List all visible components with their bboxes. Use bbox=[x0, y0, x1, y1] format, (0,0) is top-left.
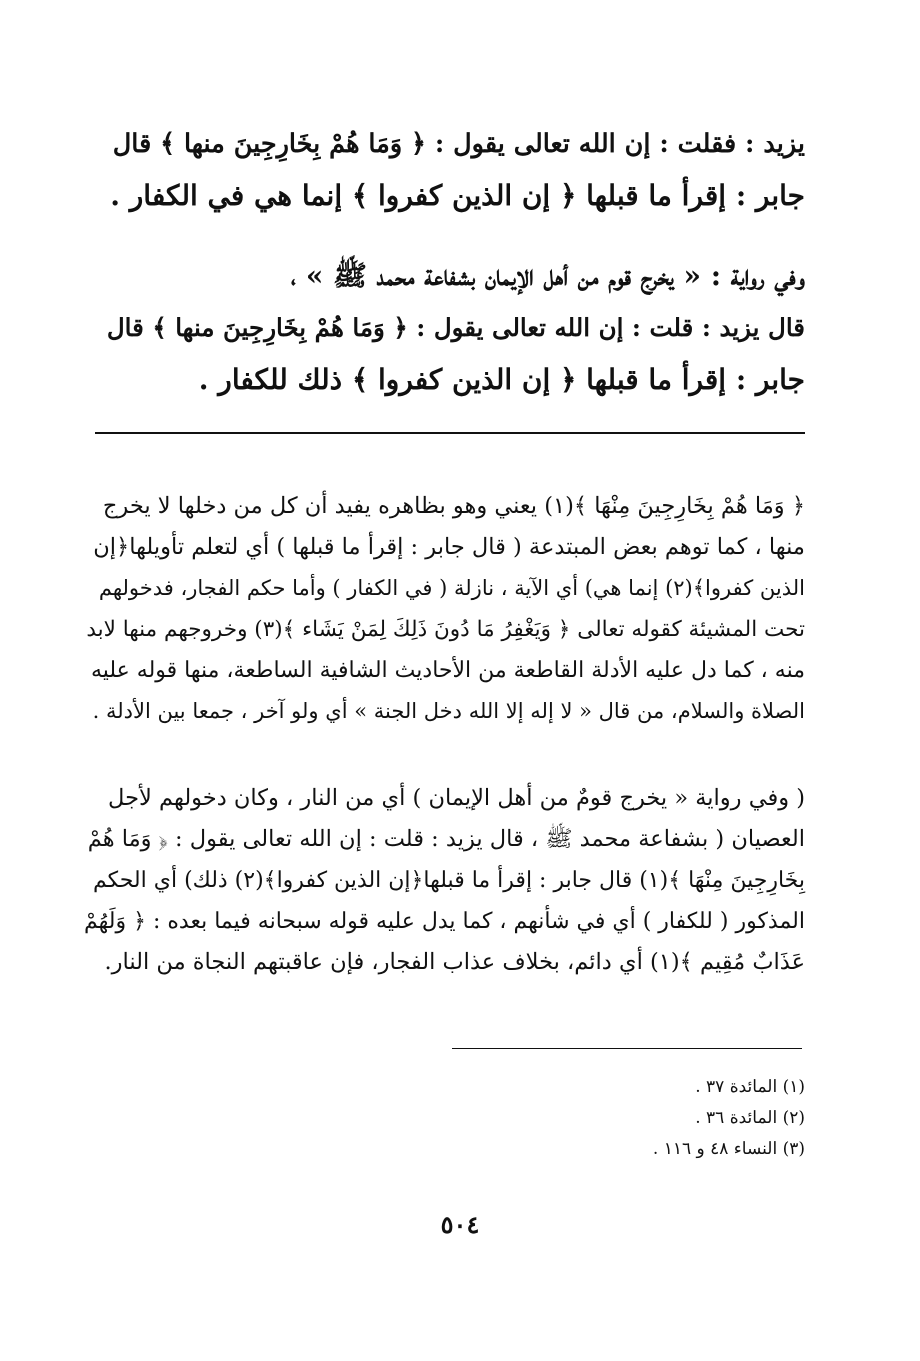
footnote: (٢) المائدة ٣٦ . bbox=[695, 1108, 805, 1128]
commentary-line: ( وفي رواية « يخرج قومٌ من أهل الإيمان ) أي من النار ، وكان دخولهم لأجل bbox=[108, 785, 805, 811]
footnote: (٣) النساء ٤٨ و ١١٦ . bbox=[652, 1139, 805, 1159]
commentary-line: العصيان ( بشفاعة محمد ﷺ ، قال يزيد : قلت : إن الله تعالى يقول : ﴿ وَمَا هُمْ bbox=[87, 826, 805, 852]
commentary-line: ﴿ وَمَا هُمْ بِخَارِجِينَ مِنْهَا ﴾(١) يعني وهو بظاهره يفيد أن كل من دخلها لا يخرج bbox=[102, 493, 805, 519]
commentary-line: الصلاة والسلام، من قال « لا إله إلا الله دخل الجنة » أي ولو آخر ، جمعا بين الأدلة . bbox=[92, 699, 805, 723]
commentary-line: بِخَارِجِينَ مِنْهَا ﴾(١) قال جابر : إقرأ ما قبلها﴿إن الذين كفروا﴾(٢) ذلك) أي الحكم bbox=[92, 868, 805, 893]
commentary-line: تحت المشيئة كقوله تعالى ﴿ وَيَغْفِرُ مَا دُونَ ذَلِكَ لِمَنْ يَشَاء ﴾(٣) وخروجهم منها لابد bbox=[86, 617, 805, 642]
commentary-paragraph-2 bbox=[83, 778, 805, 983]
page-number: ٥٠٤ bbox=[440, 1210, 480, 1239]
commentary-line: المذكور ( للكفار ) أي في شأنهم ، كما يدل عليه قوله سبحانه فيما بعده : ﴿ وَلَهُمْ bbox=[84, 909, 805, 934]
commentary-line: منه ، كما دل عليه الأدلة القاطعة من الأحاديث الشافية الساطعة، منها قوله عليه bbox=[90, 658, 805, 683]
commentary-line: منها ، كما توهم بعض المبتدعة ( قال جابر : إقرأ ما قبلها ) أي لتعلم تأويلها﴿إن bbox=[93, 534, 805, 560]
hadith-line: جابر : إقرأ ما قبلها ﴿ إن الذين كفروا ﴾ إنما هي في الكفار . bbox=[110, 179, 805, 212]
paragraph-gap bbox=[105, 222, 805, 250]
commentary-paragraph-1 bbox=[83, 486, 805, 732]
hadith-line: قال يزيد : قلت : إن الله تعالى يقول : ﴿ وَمَا هُمْ بِخَارِجِينَ منها ﴾ قال bbox=[106, 313, 805, 342]
hadith-line: يزيد : فقلت : إن الله تعالى يقول : ﴿ وَمَا هُمْ بِخَارِجِينَ منها ﴾ قال bbox=[112, 129, 805, 159]
commentary-line: عَذَابٌ مُقِيم ﴾(١) أي دائم، بخلاف عذاب الفجار، فإن عاقبتهم النجاة من النار. bbox=[104, 949, 805, 975]
footnotes bbox=[455, 1072, 805, 1165]
footnote-divider bbox=[452, 1048, 802, 1049]
hadith-line: وفي رواية : « يخرج قوم من أهل الإيمان بشفاعة محمد ﷺ » ، bbox=[290, 259, 805, 292]
hadith-line: جابر : إقرأ ما قبلها ﴿ إن الذين كفروا ﴾ ذلك للكفار . bbox=[198, 363, 805, 396]
footnote: (١) المائدة ٣٧ . bbox=[695, 1077, 805, 1097]
hadith-text bbox=[105, 118, 805, 406]
section-divider bbox=[95, 432, 805, 434]
commentary-line: الذين كفروا﴾(٢) إنما هي) أي الآية ، نازلة ( في الكفار ) وأما حكم الفجار، فدخولهم bbox=[98, 576, 805, 600]
